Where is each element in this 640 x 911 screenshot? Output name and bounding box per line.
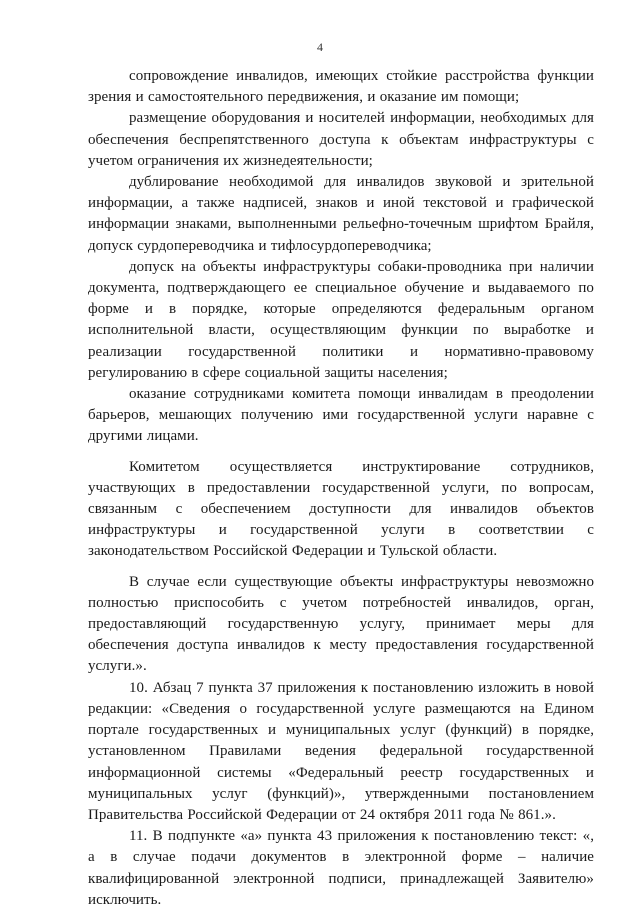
paragraph: дублирование необходимой для инвалидов звуковой и зрительной информации, а также надписей, знаков и иной текстовой и графической информации знаками, выполненными рельефно-точечным шрифтом Брайля, допуск сурдопереводчика и тифлосурдопереводчика; bbox=[88, 174, 594, 254]
paragraph: допуск на объекты инфраструктуры собаки-проводника при наличии документа, подтверждающего ее специальное обучение и выдаваемого по форме и в порядке, которые определяются федеральным органом исполнительной власти, осуществляющим функции по выработке и реализации государственной политики и нормативно-правовому регулированию в сфере социальной защиты населения; bbox=[88, 258, 594, 381]
paragraph: сопровождение инвалидов, имеющих стойкие расстройства функции зрения и самостоятельного передвижения, и оказание им помощи; bbox=[88, 68, 594, 106]
paragraph: 10. Абзац 7 пункта 37 приложения к постановлению изложить в новой редакции: «Сведения о государственной услуге размещаются на Едином портале государственных и муниципальных услуг (функций) в порядке, установленном Правилами ведения федеральной государственной информационной системы «Федеральный реестр государственных и муниципальных услуг (функций)», утвержденными постановлением Правительства Российской Федерации от 24 октября 2011 года № 861.». bbox=[88, 679, 594, 823]
page-number: 4 bbox=[317, 40, 323, 54]
paragraph: В случае если существующие объекты инфраструктуры невозможно полностью приспособить с учетом потребностей инвалидов, орган, предоставляющий государственную услугу, принимает меры для обеспечения доступа инвалидов к месту предоставления государственной услуги.». bbox=[88, 573, 594, 675]
paragraph: размещение оборудования и носителей информации, необходимых для обеспечения беспрепятственного доступа к объектам инфраструктуры с учетом ограничения их жизнедеятельности; bbox=[88, 110, 594, 169]
paragraph: оказание сотрудниками комитета помощи инвалидам в преодолении барьеров, мешающих получению ими государственной услуги наравне с другими лицами. bbox=[88, 386, 594, 445]
document-body bbox=[88, 66, 594, 911]
paragraph: Комитетом осуществляется инструктирование сотрудников, участвующих в предоставлении государственной услуги, по вопросам, связанным с обеспечением доступности для инвалидов объектов инфраструктуры и государственной услуги в соответствии с законодательством Российской Федерации и Тульской области. bbox=[88, 458, 594, 560]
paragraph: 11. В подпункте «а» пункта 43 приложения к постановлению текст: «, а в случае подачи документов в электронной форме – наличие квалифицированной электронной подписи, принадлежащей Заявителю» исключить. bbox=[88, 828, 594, 908]
